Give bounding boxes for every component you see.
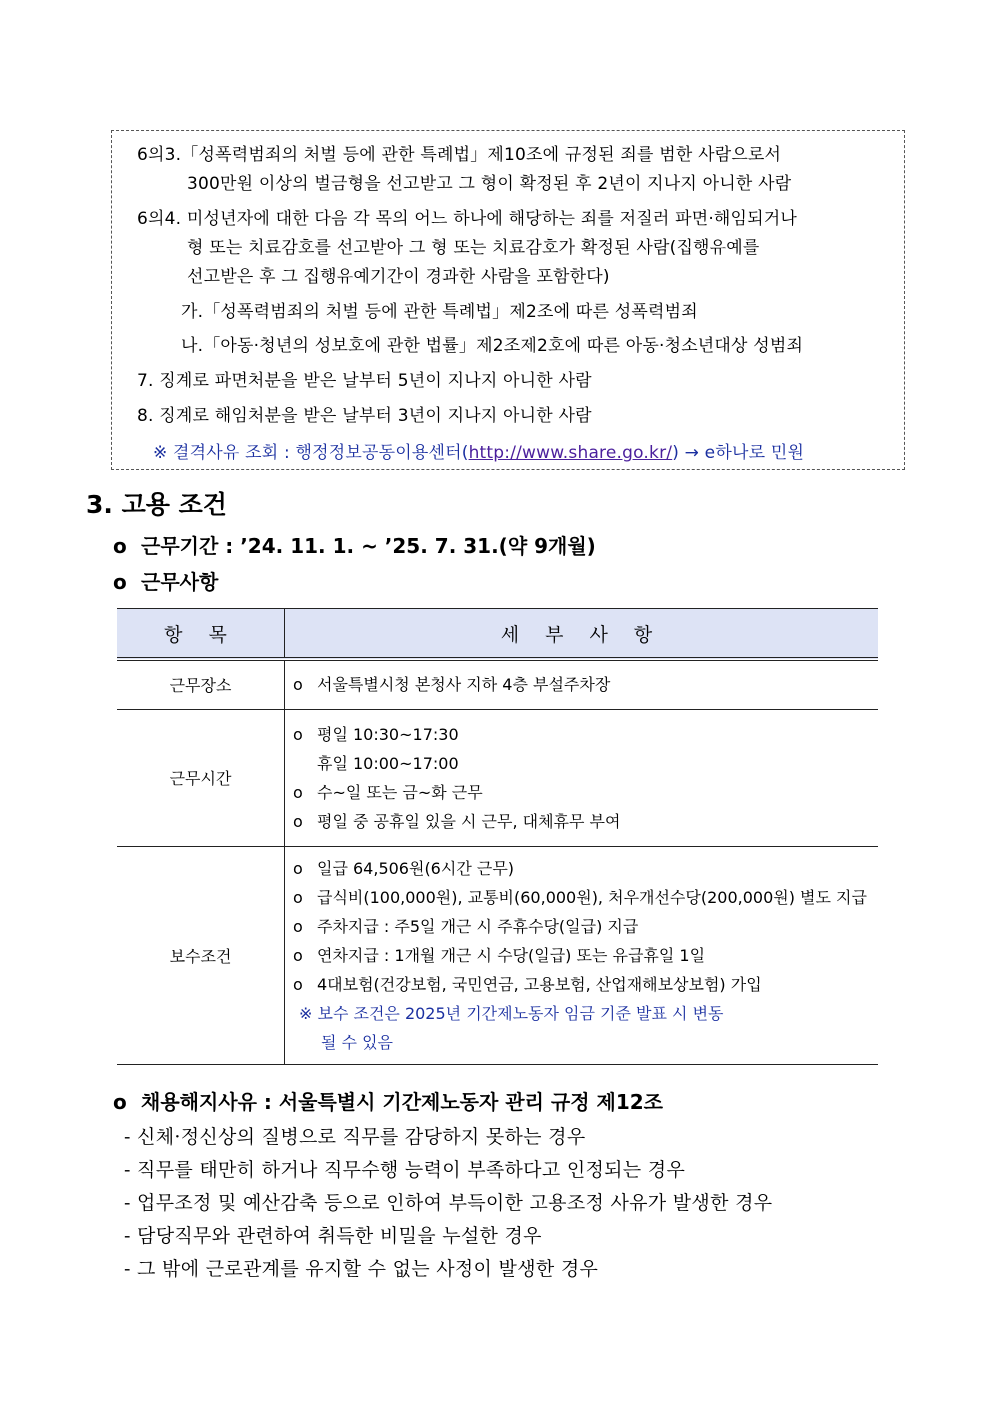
list-item: - 그 밖에 근로관계를 유지할 수 없는 사정이 발생한 경우 [124,1258,599,1280]
item-6-3-line1: 6의3.「성폭력범죄의 처벌 등에 관한 특례법」제10조에 규정된 죄를 범한 사람으로서 [137,145,782,165]
pay-daily: 일급 64,506원(6시간 근무) [317,858,515,878]
hours-weekday: 평일 10:30~17:30 [317,724,459,744]
place-value: 서울특별시청 본청사 지하 4층 부설주차장 [317,675,611,695]
pay-insurance: 4대보험(건강보험, 국민연금, 고용보험, 산업재해보상보험) 가입 [317,974,762,994]
pay-annual: 연차지급 : 1개월 개근 시 수당(일급) 또는 유급휴일 1일 [317,945,706,965]
list-item: - 직무를 태만히 하거나 직무수행 능력이 부족하다고 인정되는 경우 [124,1159,686,1181]
table-row [117,709,878,846]
hours-label: 근무시간 [117,709,285,846]
hours-public-holiday: 평일 중 공휴일 있을 시 근무, 대체휴무 부여 [317,811,621,831]
pay-note-line2: 될 수 있음 [321,1032,393,1052]
termination-heading [113,1086,663,1115]
table-header-row [117,609,878,660]
duties-line [113,566,218,595]
pay-note-line1: ※ 보수 조건은 2025년 기간제노동자 임금 기준 발표 시 변동 [299,1003,724,1023]
termination-heading-text: 채용해지사유 : 서울특별시 기간제노동자 관리 규정 제12조 [141,1090,663,1114]
lookup-note-prefix: ※ 결격사유 조회 : 행정정보공동이용센터( [153,443,469,463]
header-item: 항 목 [117,609,285,660]
sub-item-ga: 가.「성폭력범죄의 처벌 등에 관한 특례법」제2조에 따른 성폭력범죄 [181,302,698,322]
section-title: 3. 고용 조건 [86,490,227,519]
item-6-4-line2: 형 또는 치료감호를 선고받아 그 형 또는 치료감호가 확정된 사람(집행유예를 [187,238,760,258]
hours-detail: o 평일 10:30~17:30 휴일 10:00~17:00 o 수~일 또는 금~화 근무 o 평일 중 공휴일 있을 시 근무, 대체휴무 부여 [285,709,879,846]
item-6-3-line2: 300만원 이상의 벌금형을 선고받고 그 형이 확정된 후 2년이 지나지 아니한 사람 [187,174,792,194]
pay-weekly: 주차지급 : 주5일 개근 시 주휴수당(일급) 지급 [317,916,639,936]
table-row [117,846,878,1064]
item-6-4-line3: 선고받은 후 그 집행유예기간이 경과한 사람을 포함한다) [187,267,610,287]
period-line [113,530,596,559]
lookup-note [153,438,804,463]
hours-holiday: 휴일 10:00~17:00 [317,753,459,773]
bullet-mark: o [113,534,127,558]
share-link[interactable]: http://www.share.go.kr/ [468,443,673,463]
item-7: 7. 징계로 파면처분을 받은 날부터 5년이 지나지 아니한 사람 [137,371,592,391]
item-8: 8. 징계로 해임처분을 받은 날부터 3년이 지나지 아니한 사람 [137,406,592,426]
list-item: - 업무조정 및 예산감축 등으로 인하여 부득이한 고용조정 사유가 발생한 경우 [124,1192,773,1214]
bullet-mark: o [113,1090,127,1114]
place-detail: o 서울특별시청 본청사 지하 4층 부설주차장 [285,659,879,709]
item-6-4-line1: 6의4. 미성년자에 대한 다음 각 목의 어느 하나에 해당하는 죄를 저질러 파면·해임되거나 [137,209,798,229]
table-row [117,659,878,709]
header-detail: 세 부 사 항 [285,609,879,660]
lookup-note-suffix: ) → e하나로 민원 [672,443,805,463]
pay-detail: o 일급 64,506원(6시간 근무) o 급식비(100,000원), 교통비(60,000원), 처우개선수당(200,000원) 별도 지급 o 주차지급 : 주5일 개근 시 주휴수당(일급) 지급 o 연차지급 : 1개월 개근 시 수당(일급) 또는 유급휴일 1일 o 4대보험(건강보험, 국민연금, 고용보험, 산업재해보상보험) 가입 ※ 보수 조건은 2025년 기간제노동자 임금 기준 발표 시 변동 될 수 있음 [285,846,879,1064]
list-item: - 담당직무와 관련하여 취득한 비밀을 누설한 경우 [124,1225,542,1247]
pay-label: 보수조건 [117,846,285,1064]
period-text: 근무기간 : ’24. 11. 1. ~ ’25. 7. 31.(약 9개월) [141,534,596,558]
pay-allowances: 급식비(100,000원), 교통비(60,000원), 처우개선수당(200,000원) 별도 지급 [317,887,867,907]
work-conditions-table [117,608,878,1065]
bullet-mark: o [113,570,127,594]
sub-item-na: 나.「아동·청년의 성보호에 관한 법률」제2조제2호에 따른 아동·청소년대상 성범죄 [181,336,804,356]
duties-text: 근무사항 [141,570,219,594]
hours-days: 수~일 또는 금~화 근무 [317,782,483,802]
place-label: 근무장소 [117,659,285,709]
list-item: - 신체·정신상의 질병으로 직무를 감당하지 못하는 경우 [124,1126,586,1148]
